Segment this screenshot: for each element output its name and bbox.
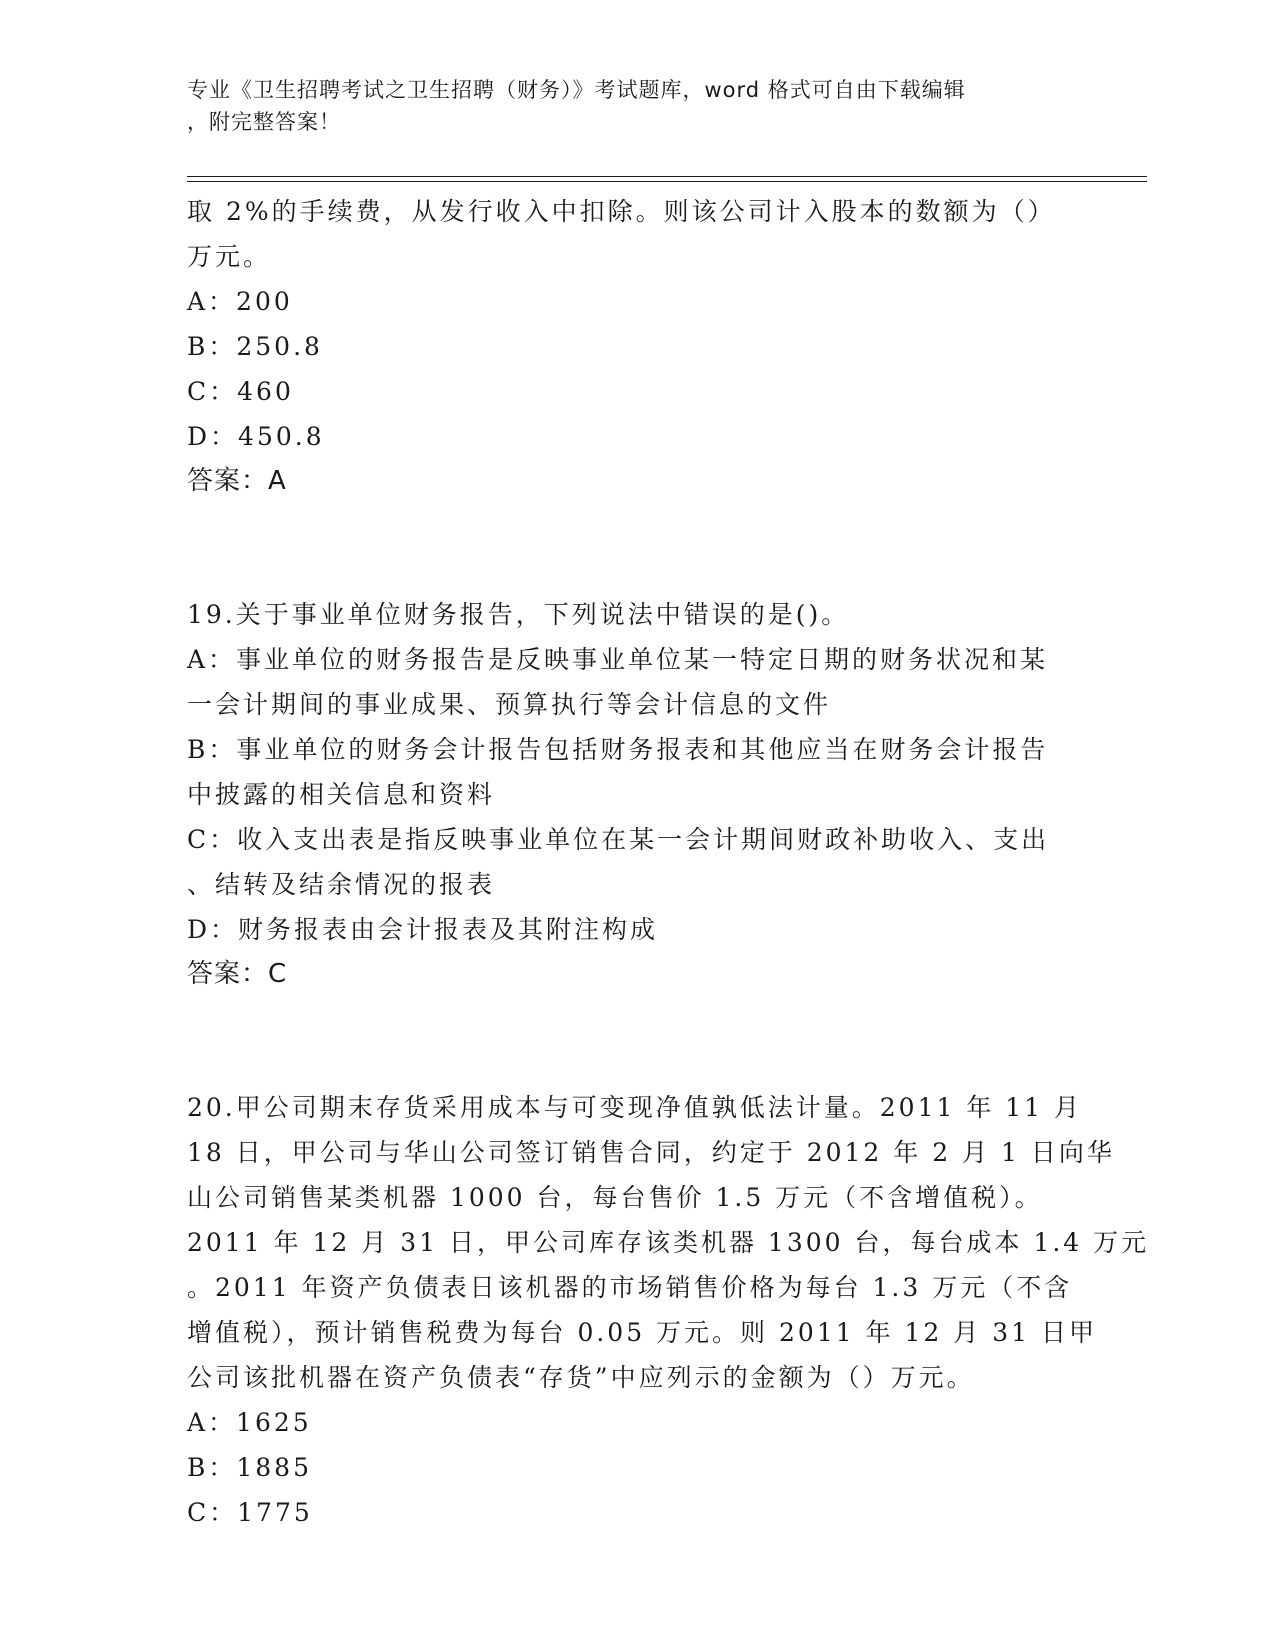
option-a: A：200 [187,287,293,316]
option-d: D：450.8 [187,422,325,451]
answer-label: 答案：A [187,466,287,496]
option-b: B：250.8 [187,332,323,361]
option-c: C：收入支出表是指反映事业单位在某一会计期间财政补助收入、支出 [187,825,1050,854]
question-spacer [187,997,1087,1085]
question-text-line: 19.关于事业单位财务报告，下列说法中错误的是()。 [187,600,850,629]
document-header [187,74,1067,138]
question-text-line: 20.甲公司期末存货采用成本与可变现净值孰低法计量。2011 年 11 月 [187,1093,1083,1122]
option-b-continuation: 中披露的相关信息和资料 [187,780,496,809]
header-rule-bottom [187,181,1147,182]
header-title-line1: 专业《卫生招聘考试之卫生招聘（财务）》考试题库，word 格式可自由下载编辑 [187,78,966,102]
option-a: A：事业单位的财务报告是反映事业单位某一特定日期的财务状况和某 [187,645,1049,674]
question-text-line: 2011 年 12 月 31 日，甲公司库存该类机器 1300 台，每台成本 1.4 万元 [187,1228,1150,1257]
question-text-line: 。2011 年资产负债表日该机器的市场销售价格为每台 1.3 万元（不含 [187,1273,1073,1302]
question-text-line: 山公司销售某类机器 1000 台，每台售价 1.5 万元（不含增值税）。 [187,1183,1043,1212]
question-content [187,189,1150,1535]
answer-label: 答案：C [187,959,288,989]
question-text-line: 取 2%的手续费，从发行收入中扣除。则该公司计入股本的数额为（） [187,197,1056,226]
option-b: B：事业单位的财务会计报告包括财务报表和其他应当在财务会计报告 [187,735,1049,764]
question-18 [187,189,1087,504]
option-a-continuation: 一会计期间的事业成果、预算执行等会计信息的文件 [187,690,832,719]
option-c: C：460 [187,377,294,406]
option-c: C：1775 [187,1498,313,1527]
header-rule-top [187,176,1147,177]
option-c-continuation: 、结转及结余情况的报表 [187,870,496,899]
question-text-line: 公司该批机器在资产负债表“存货”中应列示的金额为（）万元。 [187,1363,975,1392]
question-20 [187,1085,1150,1535]
option-b: B：1885 [187,1453,312,1482]
question-text-line: 万元。 [187,242,272,271]
option-a: A：1625 [187,1408,312,1437]
option-d: D：财务报表由会计报表及其附注构成 [187,915,659,944]
question-text-line: 增值税），预计销售税费为每台 0.05 万元。则 2011 年 12 月 31 日甲 [187,1318,1097,1347]
question-text-line: 18 日，甲公司与华山公司签订销售合同，约定于 2012 年 2 月 1 日向华 [187,1138,1115,1167]
question-19 [187,592,1087,997]
question-spacer [187,504,1087,592]
header-title-line2: ，附完整答案！ [187,110,341,134]
